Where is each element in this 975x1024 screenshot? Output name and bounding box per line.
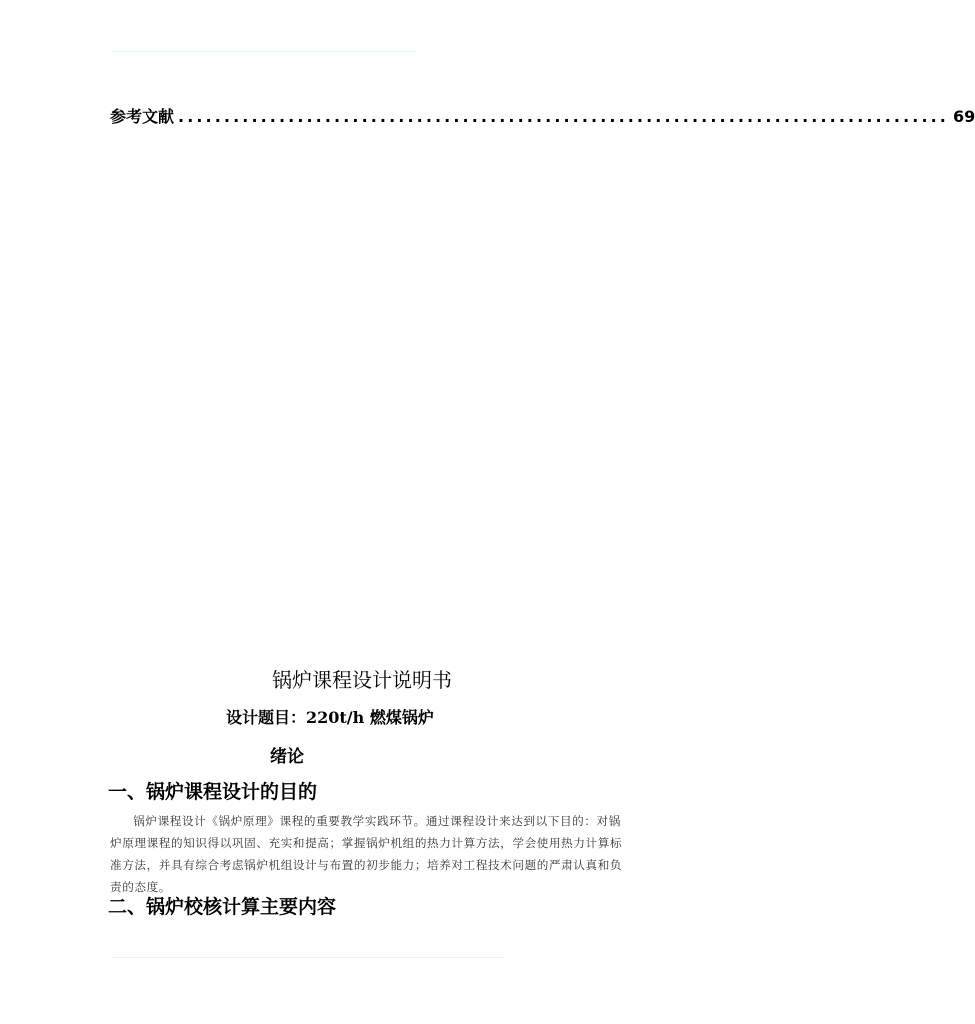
section-heading-purpose: 一、锅炉课程设计的目的 — [108, 781, 318, 803]
header-rule — [112, 51, 416, 52]
toc-dot-leader: .................................................................................... — [178, 107, 949, 126]
footer-rule — [112, 957, 504, 958]
document-title: 锅炉课程设计说明书 — [272, 668, 452, 692]
section-body-purpose: 锅炉课程设计《锅炉原理》课程的重要教学实践环节。通过课程设计来达到以下目的：对锅炉原理课程的知识得以巩固、充实和提高；掌握锅炉机组的热力计算方法，学会使用热力计算标准方法，并具有综合考虑锅炉机组设计与布置的初步能力；培养对工程技术问题的严肃认真和负责的态度。 — [110, 814, 623, 894]
toc-page-number: 69 — [952, 107, 975, 126]
section-heading-contents: 二、锅炉校核计算主要内容 — [108, 896, 337, 918]
toc-entry-title: 参考文献 — [110, 107, 175, 126]
introduction-heading: 绪论 — [270, 747, 304, 767]
toc-entry-references[interactable] — [110, 104, 975, 132]
design-subject: 设计题目：220t/h 燃煤锅炉 — [226, 708, 434, 727]
